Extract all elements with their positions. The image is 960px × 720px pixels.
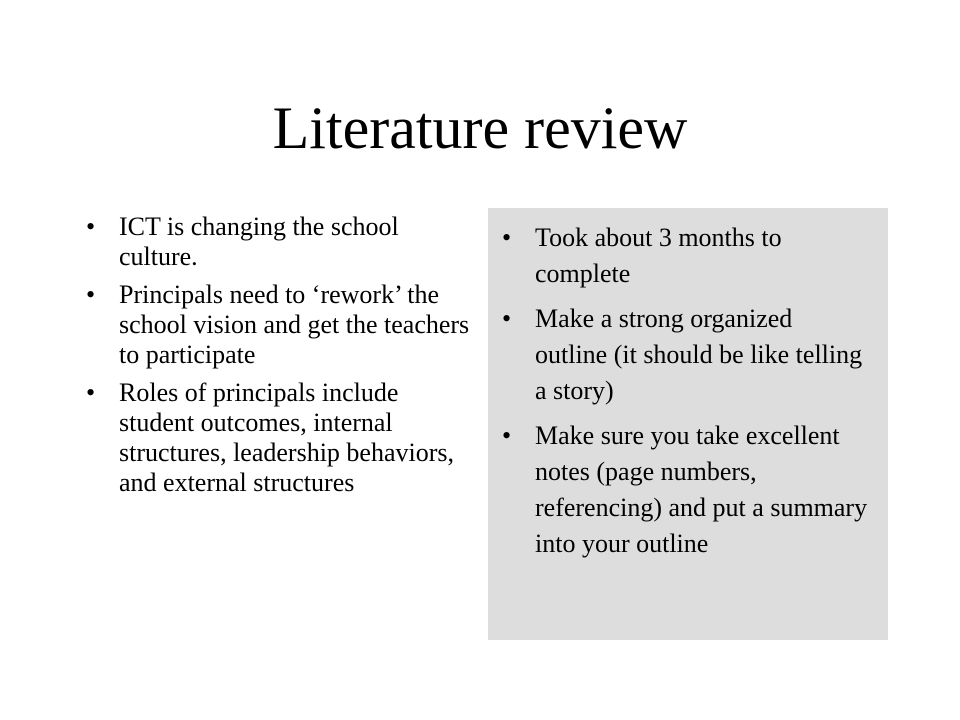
right-bullet-list: [498, 220, 870, 562]
slide-title: Literature review: [272, 95, 688, 161]
bullet-text: Took about 3 months to complete: [535, 223, 782, 288]
bullet-item: [498, 220, 870, 292]
bullet-item: [82, 212, 477, 272]
bullet-icon: •: [502, 304, 512, 333]
bullet-item: [82, 378, 477, 498]
bullet-icon: •: [86, 378, 96, 407]
bullet-text: Roles of principals include student outcomes, internal structures, leadership behaviors, and external structures: [119, 378, 455, 497]
bullet-text: Principals need to ‘rework’ the school vision and get the teachers to participate: [119, 280, 470, 369]
bullet-item: [498, 301, 870, 409]
bullet-icon: •: [86, 212, 96, 241]
right-highlight-box: [488, 208, 888, 640]
bullet-text: Make sure you take excellent notes (page numbers, referencing) and put a summary into your outline: [535, 421, 868, 558]
bullet-item: [498, 418, 870, 562]
bullet-icon: •: [502, 421, 512, 450]
bullet-text: Make a strong organized outline (it should be like telling a story): [535, 304, 863, 405]
bullet-item: [82, 280, 477, 370]
bullet-icon: •: [502, 223, 512, 252]
bullet-text: ICT is changing the school culture.: [119, 212, 399, 271]
bullet-icon: •: [86, 280, 96, 309]
left-text-column: [82, 212, 477, 506]
left-bullet-list: [82, 212, 477, 498]
